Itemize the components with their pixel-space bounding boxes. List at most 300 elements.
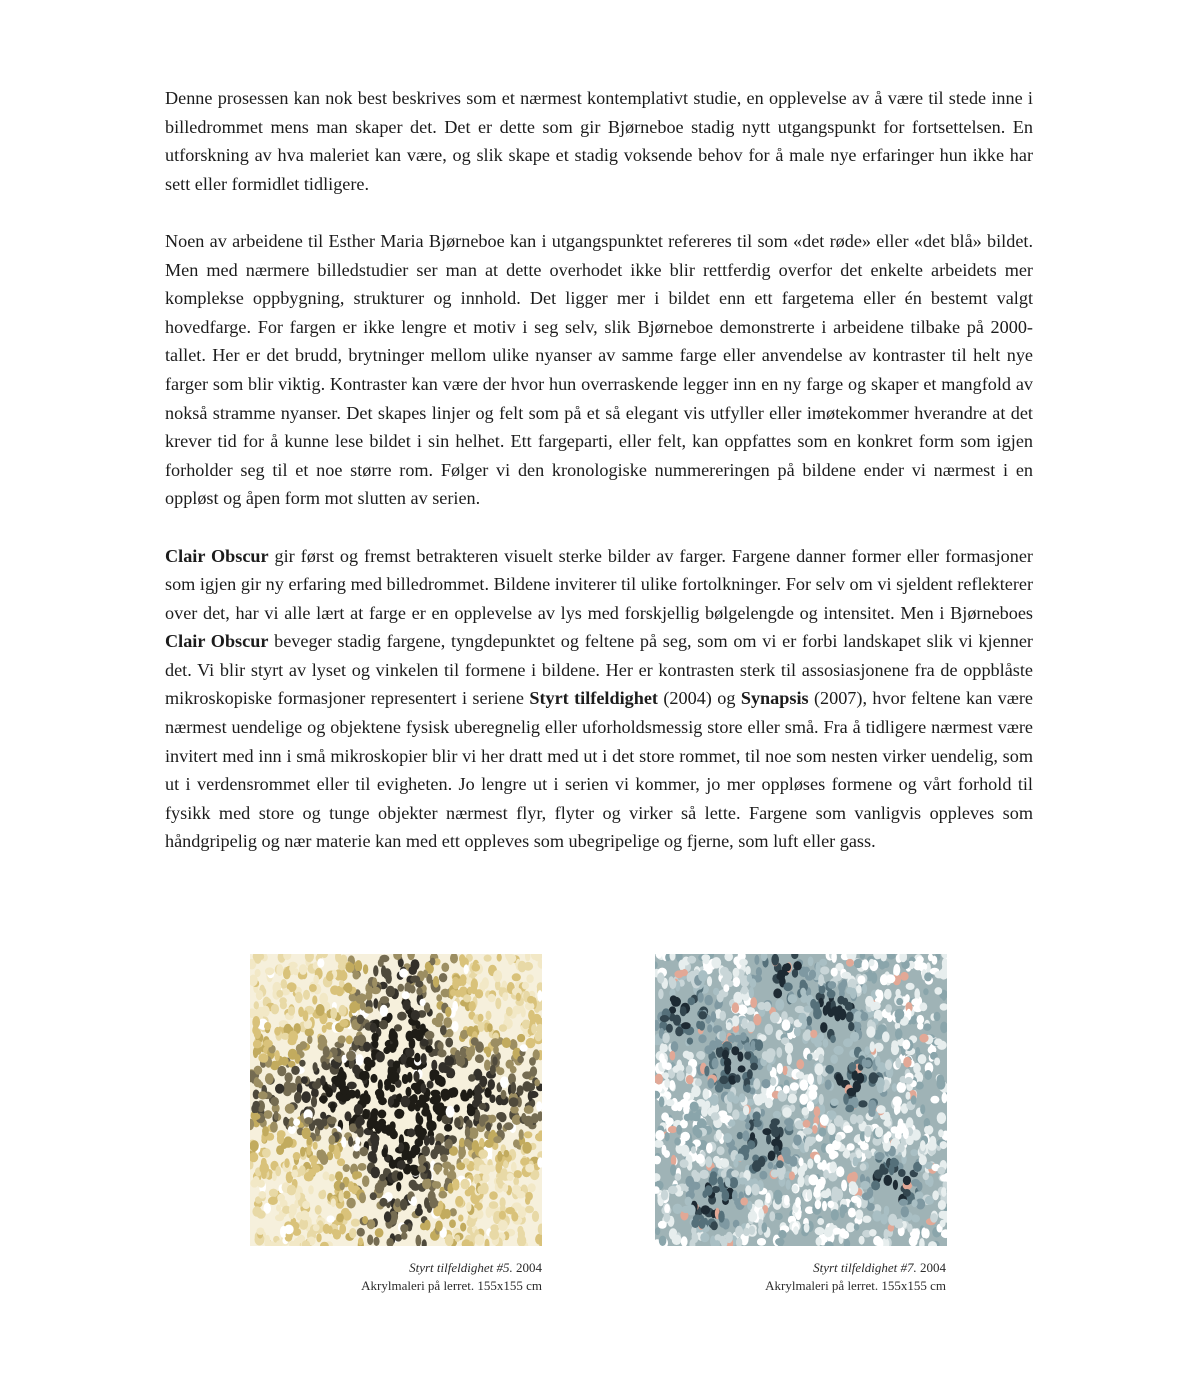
paint-dab	[713, 988, 719, 996]
body-text	[165, 84, 1033, 885]
paint-dab	[712, 1058, 719, 1069]
paint-dab	[893, 964, 900, 976]
paint-dab	[923, 1228, 930, 1238]
paint-dab	[500, 1076, 509, 1088]
paint-dab	[466, 1202, 471, 1212]
paint-dab	[937, 1167, 945, 1175]
paint-dab	[880, 974, 888, 985]
paint-dab	[422, 1179, 431, 1190]
paint-dab	[424, 1220, 431, 1231]
paint-dab	[731, 1170, 739, 1177]
paint-dab	[916, 956, 924, 963]
paint-dab	[775, 1238, 784, 1246]
paint-dab	[299, 964, 307, 975]
paint-dab	[770, 1077, 776, 1086]
paint-dab	[762, 1128, 771, 1135]
paint-dab	[449, 1219, 456, 1228]
paint-dab	[405, 1048, 414, 1058]
paint-dab	[259, 1162, 269, 1174]
paint-dab	[501, 1168, 508, 1176]
paint-dab	[492, 1056, 497, 1065]
paint-dab	[312, 1081, 321, 1089]
paint-dab	[370, 1133, 378, 1145]
paint-dab	[320, 1153, 329, 1165]
paint-dab	[349, 1228, 357, 1238]
paint-dab	[884, 1112, 890, 1123]
paint-dab	[753, 1111, 761, 1120]
paint-dab	[487, 1023, 493, 1032]
paint-dab	[425, 1045, 433, 1053]
paint-dab	[923, 1172, 929, 1180]
paint-dab	[313, 1142, 318, 1150]
paint-dab	[752, 1160, 762, 1172]
caption-title: Styrt tilfeldighet #5.	[409, 1260, 513, 1275]
paint-dab	[917, 1015, 925, 1024]
paint-dab	[915, 1047, 920, 1055]
paint-dab	[938, 1211, 947, 1219]
paint-dab	[686, 1075, 694, 1084]
paint-dab	[724, 1063, 731, 1075]
paint-dab	[504, 1122, 514, 1130]
paint-dab	[829, 1161, 837, 1172]
paint-dab	[854, 959, 863, 968]
paint-dab	[738, 1065, 746, 1072]
figure-caption-1	[250, 1259, 542, 1294]
paint-dab	[912, 1215, 920, 1223]
paint-dab	[305, 1028, 314, 1036]
paint-dab	[399, 1142, 405, 1152]
bold-term-clair-obscur: Clair Obscur	[165, 631, 269, 652]
paint-dab	[749, 1226, 756, 1235]
paint-dab	[516, 993, 521, 1002]
paint-dab	[723, 1133, 732, 1143]
paint-dab	[668, 1126, 678, 1133]
paint-dab	[670, 1164, 676, 1175]
paint-dab	[317, 958, 324, 968]
paint-dab	[666, 1099, 675, 1106]
paint-dab	[335, 1171, 343, 1181]
paint-dab	[307, 1035, 312, 1044]
paint-dab	[862, 959, 869, 970]
caption-title-line	[250, 1259, 542, 1277]
paint-dab	[313, 1224, 320, 1231]
paint-dab	[499, 1211, 506, 1220]
paint-dab	[497, 1122, 502, 1130]
paint-dab	[795, 1197, 801, 1208]
paint-dab	[455, 1196, 463, 1207]
paint-dab	[911, 1179, 920, 1187]
paint-dab	[276, 990, 283, 998]
paint-dab	[517, 1226, 523, 1234]
paint-dab	[311, 1096, 317, 1107]
paint-dab	[753, 1078, 760, 1089]
paint-dab	[843, 1093, 849, 1104]
paint-dab	[828, 981, 837, 989]
paint-dab	[313, 1062, 318, 1072]
paint-dab	[261, 1006, 270, 1017]
paint-dab	[348, 1136, 353, 1147]
paint-dab	[748, 1211, 757, 1222]
paint-dab	[338, 1191, 343, 1203]
paint-dab	[315, 1205, 322, 1215]
paint-dab	[253, 1047, 258, 1058]
paint-dab	[420, 1095, 430, 1102]
paint-dab	[773, 1111, 781, 1119]
paint-dab	[413, 1071, 419, 1082]
paint-dab	[383, 968, 392, 979]
paint-dab	[252, 1016, 260, 1028]
paint-dab	[776, 1047, 782, 1058]
paint-dab	[750, 1063, 758, 1071]
paint-dab	[493, 1136, 502, 1143]
paint-dab	[450, 989, 456, 996]
paint-dab	[809, 1089, 818, 1100]
paint-dab	[869, 1072, 878, 1084]
paint-dab	[420, 1039, 429, 1047]
paint-dab	[489, 1094, 495, 1103]
paint-dab	[761, 1079, 770, 1088]
paint-dab	[898, 1169, 906, 1177]
paint-dab	[362, 1176, 369, 1187]
paint-dab	[339, 1005, 347, 1016]
paint-dab	[455, 1235, 461, 1242]
paint-dab	[725, 1177, 730, 1187]
paint-dab	[400, 1199, 408, 1211]
paint-dab	[444, 1209, 451, 1219]
paint-dab	[708, 1078, 715, 1089]
paint-dab	[512, 1185, 521, 1195]
paint-dab	[326, 1215, 334, 1222]
paint-dab	[875, 1152, 885, 1160]
paint-dab	[809, 970, 816, 980]
paint-dab	[343, 1210, 352, 1220]
paint-dab	[940, 1141, 947, 1149]
paint-dab	[513, 1170, 522, 1178]
paint-dab	[758, 1093, 767, 1103]
paint-dab	[394, 1109, 404, 1119]
paint-dab	[302, 1201, 310, 1209]
paint-dab	[771, 954, 779, 966]
paint-dab	[276, 964, 283, 976]
paint-dab	[421, 1083, 427, 1093]
paint-dab	[918, 1054, 927, 1064]
paint-dab	[306, 1146, 311, 1156]
paint-dab	[425, 1031, 435, 1040]
paint-dab	[773, 988, 782, 998]
paint-dab	[495, 998, 501, 1010]
paint-dab	[847, 1143, 855, 1150]
paint-dab	[379, 1020, 388, 1030]
paint-dab	[354, 1104, 363, 1116]
paint-dab	[888, 1214, 897, 1226]
paint-dab	[344, 983, 352, 994]
paint-dab	[934, 987, 942, 995]
paint-dab	[371, 1108, 378, 1117]
paint-dab	[716, 1130, 722, 1140]
paint-dab	[441, 989, 450, 998]
paint-dab	[518, 1206, 526, 1218]
paint-dab	[902, 1040, 910, 1050]
paint-dab	[777, 1063, 783, 1074]
paint-dab	[867, 1203, 875, 1211]
paint-dab	[433, 1164, 442, 1172]
paint-dab	[770, 1012, 780, 1023]
paint-dab	[398, 984, 405, 992]
figure-caption-2	[654, 1259, 946, 1294]
paint-dab	[469, 1001, 476, 1012]
paint-dab	[869, 959, 875, 966]
paint-dab	[512, 1005, 522, 1014]
paint-dab	[527, 996, 535, 1004]
paint-dab	[850, 1114, 858, 1124]
paint-dab	[855, 1209, 863, 1219]
paint-dab	[407, 1072, 413, 1083]
paint-dab	[300, 1147, 305, 1157]
paint-dab	[254, 1077, 260, 1087]
paint-dab	[850, 1172, 858, 1182]
paint-dab	[326, 972, 333, 981]
paint-dab	[691, 1086, 701, 1098]
paint-dab	[430, 1070, 440, 1077]
paint-dab	[854, 1136, 860, 1143]
paint-dab	[744, 1051, 751, 1059]
paint-dab	[684, 1114, 691, 1121]
paint-dab	[782, 1107, 792, 1117]
paint-dab	[911, 1095, 917, 1105]
paint-dab	[370, 1023, 377, 1033]
paint-dab	[502, 992, 508, 1001]
paint-dab	[732, 1109, 739, 1119]
paint-dab	[837, 996, 845, 1005]
paint-dab	[798, 1157, 803, 1166]
paint-dab	[796, 1071, 805, 1078]
paint-dab	[907, 1224, 912, 1233]
caption-medium: Akrylmaleri på lerret. 155x155 cm	[361, 1277, 542, 1293]
paint-dab	[396, 1182, 401, 1192]
paint-dab	[522, 1020, 530, 1030]
paint-dab	[424, 1197, 429, 1208]
paint-dab	[782, 1066, 787, 1075]
paint-dab	[818, 1054, 823, 1063]
paint-dab	[700, 1233, 709, 1243]
paint-dab	[464, 1139, 471, 1147]
paint-dab	[823, 1170, 829, 1179]
paint-dab	[250, 1140, 259, 1151]
paint-dab	[471, 1037, 479, 1045]
paint-dab	[346, 1051, 356, 1061]
paint-dab	[815, 1227, 825, 1235]
paint-dab	[796, 1059, 804, 1069]
paint-dab	[333, 1229, 341, 1239]
paint-dab	[460, 1179, 470, 1190]
paint-dab	[735, 1154, 744, 1162]
paint-dab	[934, 1038, 942, 1045]
paint-dab	[729, 1177, 738, 1188]
paint-dab	[444, 1139, 452, 1149]
paint-dab	[330, 1007, 337, 1019]
paint-dab	[739, 1093, 746, 1102]
paint-dab	[861, 1012, 869, 1021]
paint-dab	[862, 1058, 867, 1067]
paint-dab	[275, 1166, 281, 1176]
text-segment: Noen av arbeidene til Esther Maria Bjørneboe kan i utgangspunktet refereres til som «det røde» eller «det blå» bildet. Men med nærmere billedstudier ser man at dette overhodet ikke blir rettferdig overfor det enkelte arbeidets mer komplekse oppbygning, strukturer og innhold. Det ligger mer i bildet enn ett fargetema eller én bestemt valgt hovedfarge. For fargen er ikke lengre et motiv i seg selv, slik Bjørneboe demonstrerte i arbeidene tilbake på 2000-tallet. Her er det brudd, brytninger mellom ulike nyanser av samme farge eller anvendelse av kontraster til helt nye farger som blir viktig. Kontraster kan være der hvor hun overraskende legger inn en ny farge og skaper et mangfold av nokså stramme nyanser. Det skapes linjer og felt som på et så elegant vis utfyller eller imøtekommer hverandre at det krever tid for å kunne lese bildet i sin helhet. Ett fargeparti, eller felt, kan oppfattes som en konkret form som igjen forholder seg til et noe større rom. Følger vi den kronologiske nummereringen på bildene ender vi nærmest i en oppløst og åpen form mot slutten av serien.	[165, 230, 1033, 509]
paint-dab	[276, 1204, 281, 1211]
paint-dab	[823, 1038, 829, 1047]
paint-dab	[499, 1024, 507, 1032]
paint-dab	[346, 1198, 355, 1209]
paint-dab	[789, 1156, 797, 1167]
paint-dab	[447, 1068, 455, 1078]
paint-dab	[283, 968, 291, 979]
paint-dab	[703, 955, 710, 964]
paint-dab	[358, 1237, 363, 1245]
paint-dab	[275, 1214, 284, 1221]
paint-dab	[399, 969, 408, 978]
paint-dab	[662, 1044, 668, 1052]
paint-dab	[781, 1011, 788, 1021]
paint-dab	[814, 1063, 823, 1075]
paint-dab	[698, 970, 708, 981]
paint-dab	[475, 1234, 485, 1246]
paint-dab	[296, 1044, 303, 1053]
paint-dab	[390, 1130, 398, 1139]
paint-dab	[919, 1034, 928, 1043]
paint-dab	[727, 1091, 735, 1102]
paint-dab	[520, 1158, 528, 1166]
paint-dab	[686, 1065, 693, 1074]
paint-dab	[825, 1080, 832, 1090]
paint-dab	[831, 1209, 839, 1220]
paint-dab	[741, 1018, 747, 1029]
paint-dab	[825, 1065, 834, 1074]
paint-dab	[701, 1107, 708, 1117]
paint-dab	[401, 1232, 408, 1239]
paint-dab	[776, 1160, 784, 1168]
paint-dab	[711, 957, 721, 968]
painting-1-canvas	[250, 954, 542, 1246]
paint-dab	[890, 1158, 898, 1167]
paint-dab	[683, 1104, 689, 1114]
paint-dab	[843, 1150, 851, 1158]
paint-dab	[890, 1126, 898, 1133]
paint-dab	[525, 1192, 533, 1201]
paint-dab	[769, 1211, 775, 1221]
paint-dab	[830, 1055, 838, 1064]
paint-dab	[885, 1004, 892, 1012]
paint-dab	[312, 995, 317, 1004]
paint-dab	[431, 1060, 437, 1071]
paint-dab	[932, 1190, 939, 1200]
paint-dab	[475, 989, 483, 998]
paint-dab	[322, 1025, 327, 1033]
paint-dab	[718, 1211, 724, 1223]
paint-dab	[373, 998, 378, 1008]
paint-dab	[359, 1147, 368, 1156]
paint-dab	[407, 1128, 416, 1137]
paint-dab	[454, 1117, 461, 1128]
paint-dab	[411, 1010, 420, 1021]
paint-dab	[830, 1098, 839, 1106]
paint-dab	[807, 1189, 812, 1200]
paint-dab	[676, 1060, 682, 1072]
paint-dab	[856, 985, 862, 994]
paint-dab	[846, 1011, 854, 1022]
paint-dab	[506, 1007, 513, 1017]
paint-dab	[865, 996, 874, 1007]
paint-dab	[480, 1114, 489, 1122]
paint-dab	[675, 1173, 682, 1181]
paint-dab	[750, 1132, 755, 1141]
paint-dab	[829, 1151, 836, 1160]
paint-dab	[789, 1171, 795, 1180]
paint-dab	[707, 1024, 712, 1032]
paint-dab	[712, 1186, 720, 1193]
paint-dab	[794, 1027, 801, 1037]
paint-dab	[692, 1112, 701, 1121]
paint-dab	[313, 975, 319, 985]
paint-dab	[400, 1224, 408, 1233]
paint-dab	[331, 1198, 336, 1207]
paint-dab	[388, 1097, 394, 1105]
paint-dab	[864, 1046, 870, 1055]
paint-dab	[785, 963, 792, 971]
paint-dab	[719, 1076, 728, 1085]
paint-dab	[526, 1083, 535, 1091]
paint-dab	[662, 1145, 667, 1156]
paint-dab	[320, 1112, 326, 1119]
paint-dab	[738, 1004, 748, 1014]
paint-dab	[696, 1021, 701, 1029]
paint-dab	[868, 1108, 875, 1117]
paint-dab	[317, 1121, 324, 1131]
paint-dab	[776, 1213, 783, 1220]
paint-dab	[360, 1002, 366, 1011]
paint-dab	[262, 1148, 271, 1158]
paint-dab	[778, 1173, 784, 1180]
paint-dab	[389, 1044, 397, 1053]
paint-dab	[436, 1145, 446, 1152]
paint-dab	[930, 1096, 939, 1104]
paint-dab	[502, 1037, 511, 1048]
paint-dab	[367, 1235, 373, 1246]
paint-dab	[737, 1132, 743, 1139]
paint-dab	[467, 1227, 473, 1234]
paint-dab	[699, 1011, 708, 1019]
paint-dab	[252, 1206, 261, 1217]
paint-dab	[274, 1027, 281, 1036]
paint-dab	[738, 1177, 747, 1184]
paint-dab	[676, 1070, 684, 1081]
paint-dab	[860, 1181, 869, 1190]
paint-dab	[303, 1010, 309, 1021]
paint-dab	[478, 1149, 488, 1158]
paint-dab	[475, 1054, 484, 1063]
text-segment: (2004) og	[657, 688, 741, 709]
paint-dab	[406, 1087, 412, 1097]
paint-dab	[444, 1056, 454, 1066]
paint-dab	[275, 1084, 284, 1094]
paint-dab	[940, 1220, 946, 1228]
paint-dab	[429, 1135, 435, 1145]
paint-dab	[856, 1073, 864, 1084]
paint-dab	[920, 1104, 925, 1114]
paint-dab	[522, 1071, 532, 1079]
paint-dab	[784, 1195, 790, 1206]
paint-dab	[798, 1167, 805, 1177]
paint-dab	[787, 1053, 792, 1065]
paint-dab	[300, 1210, 309, 1220]
paint-dab	[268, 1197, 278, 1205]
